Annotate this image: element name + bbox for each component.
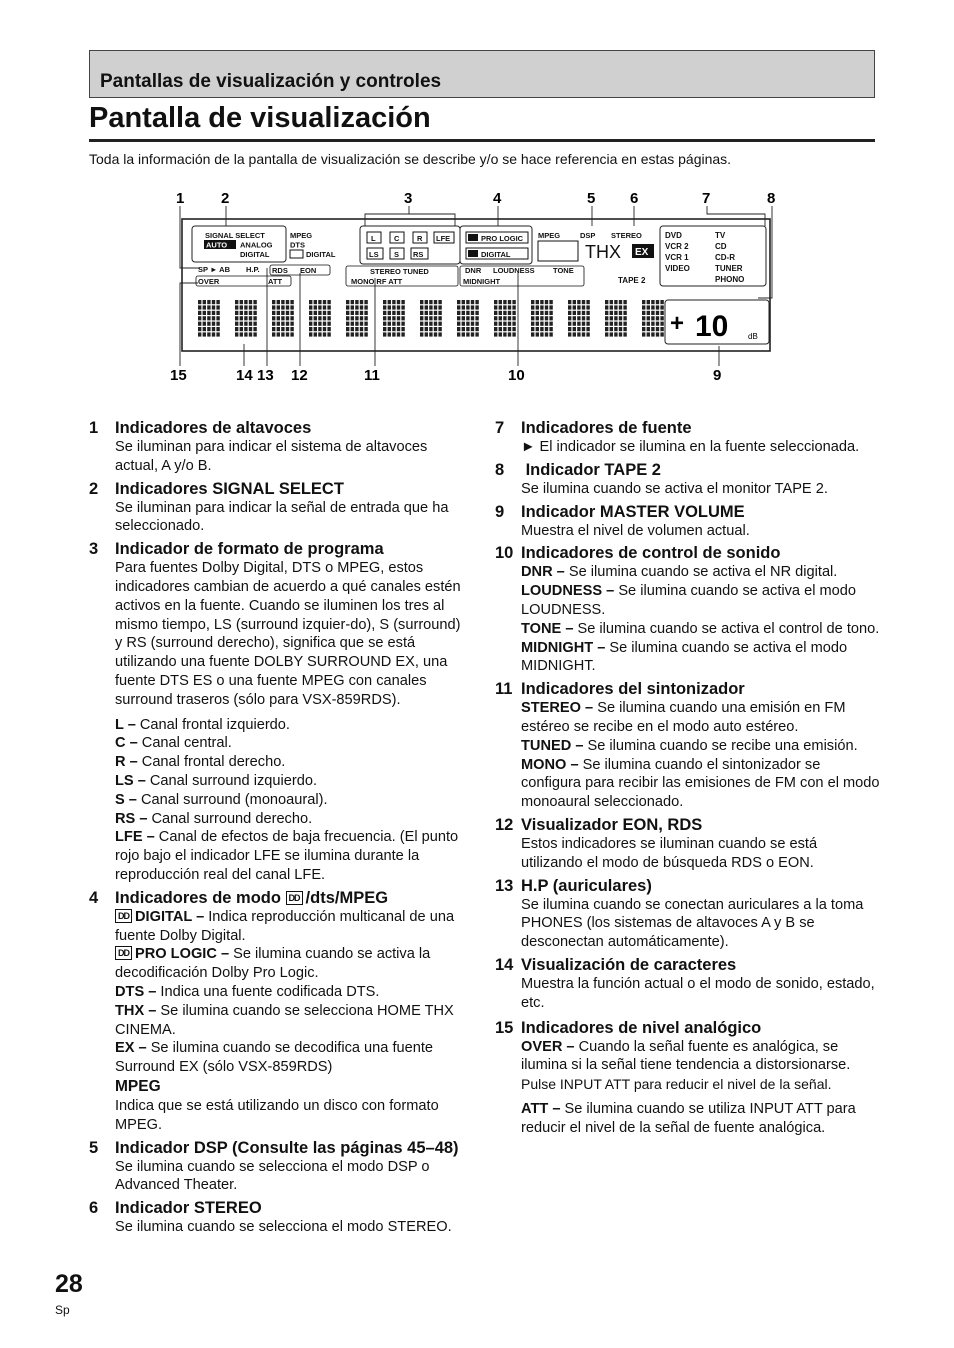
item-9 <box>495 502 880 541</box>
item-title: Indicador de formato de programa <box>115 540 384 559</box>
callout-8: 8 <box>767 190 776 207</box>
src-cdr: CD-R <box>715 253 735 262</box>
item-number: 10 <box>495 544 514 563</box>
item-body: Se ilumina cuando se selecciona el modo STEREO. <box>115 1219 452 1236</box>
item-15 <box>495 1018 880 1138</box>
ind-att: ATT <box>268 277 283 286</box>
def-text: Cuando la señal fuente es analógica, se ilumina si la señal tiene tendencia a distorsionarse. <box>521 1038 851 1074</box>
src-dvd: DVD <box>665 231 682 240</box>
item-body: Se iluminan para indicar la señal de entrada que ha seleccionado. <box>115 499 449 535</box>
def-term: DIGITAL – <box>135 908 205 925</box>
ind-thx: THX <box>585 242 621 262</box>
item-title: Indicadores de fuente <box>521 419 692 437</box>
item-title: Indicadores del sintonizador <box>521 680 745 699</box>
title-divider <box>89 139 875 142</box>
ind-mpeg: MPEG <box>290 231 313 240</box>
src-video: VIDEO <box>665 264 690 273</box>
ind-stereo-tuned: STEREO TUNED <box>370 267 429 276</box>
char-cell <box>494 300 516 337</box>
item-title: Indicadores SIGNAL SELECT <box>115 479 344 498</box>
ind-dts: DTS <box>290 240 305 250</box>
ind-hp: H.P. <box>246 265 260 274</box>
callout-6: 6 <box>630 190 639 207</box>
item-6 <box>89 1198 469 1237</box>
ind-ch-lfe: LFE <box>436 234 451 243</box>
item-number: 6 <box>89 1199 99 1218</box>
def-term: MONO – <box>521 756 579 773</box>
item-13 <box>495 876 880 952</box>
ind-sp-ab: SP ► AB <box>198 265 231 274</box>
callout-2: 2 <box>221 190 230 207</box>
src-vcr2: VCR 2 <box>665 242 689 251</box>
ind-ex: EX <box>635 247 649 258</box>
item-body: Se ilumina cuando se conectan auriculares a la toma PHONES (los sistemas de altavoces A y B se desconectan automáticamente). <box>521 896 864 951</box>
item-body: Muestra la función actual o el modo de sonido, estado, etc. <box>521 975 875 1011</box>
item-body: Se ilumina cuando se selecciona el modo DSP o Advanced Theater. <box>115 1158 430 1194</box>
def-term: MIDNIGHT – <box>521 639 606 656</box>
item-8 <box>495 460 880 499</box>
ind-digital: DIGITAL <box>240 250 270 259</box>
char-cell <box>309 300 331 337</box>
front-panel-display-diagram <box>170 186 790 386</box>
def-text: Se ilumina cuando se recibe una emisión. <box>583 737 858 754</box>
character-display <box>198 300 664 337</box>
def-text: Canal de efectos de baja frecuencia. (El punto rojo bajo el indicador LFE se ilumina durante la reproducción real del canal LFE. <box>115 829 459 883</box>
section-title: Pantallas de visualización y controles <box>100 71 442 92</box>
def-text: Se ilumina cuando se activa la decodificación Dolby Pro Logic. <box>115 946 431 982</box>
def-term: ATT – <box>521 1100 561 1117</box>
src-tuner: TUNER <box>715 264 743 273</box>
callout-12: 12 <box>291 367 308 384</box>
char-cell <box>272 300 294 337</box>
item-number: 14 <box>495 955 514 974</box>
char-cell <box>198 300 220 337</box>
ind-mpeg-2: MPEG <box>538 231 561 240</box>
item-title: Visualizador EON, RDS <box>521 815 703 834</box>
def-term: L – <box>115 716 136 733</box>
ind-dsp: DSP <box>580 231 596 240</box>
src-phono: PHONO <box>715 275 745 284</box>
item-title: Indicador TAPE 2 <box>521 460 661 479</box>
page-number: 28 <box>55 1270 83 1298</box>
ind-dd-digital-2: DIGITAL <box>481 250 511 259</box>
def-text: Se ilumina cuando se decodifica una fuente Surround EX (sólo VSX-859RDS) <box>115 1040 434 1076</box>
item-2 <box>89 479 469 537</box>
def-text: Canal surround (monoaural). <box>136 791 328 808</box>
callout-9: 9 <box>713 367 722 384</box>
item-number: 4 <box>89 888 99 907</box>
def-text: Canal surround derecho. <box>147 810 313 827</box>
item-number: 1 <box>89 419 99 437</box>
item-number: 8 <box>495 460 505 479</box>
char-cell <box>568 300 590 337</box>
def-text: Indica una fuente codificada DTS. <box>156 983 380 1000</box>
ind-tone: TONE <box>553 266 574 275</box>
def-text: Canal surround izquierdo. <box>145 772 317 789</box>
def-term: LFE – <box>115 829 155 846</box>
item-title: Indicadores de control de sonido <box>521 544 781 563</box>
ind-mono-rf-att: MONO RF ATT <box>351 277 403 286</box>
ind-analog: ANALOG <box>240 240 273 250</box>
char-cell <box>531 300 553 337</box>
ind-dd-digital: DIGITAL <box>306 250 336 259</box>
page-language: Sp <box>55 1303 70 1317</box>
item-1 <box>89 418 469 476</box>
ind-ch-r: R <box>417 234 423 243</box>
def-term: S – <box>115 791 137 808</box>
callout-15: 15 <box>170 367 187 384</box>
left-column <box>89 418 469 1240</box>
dolby-logo-icon: DD <box>286 891 303 905</box>
callout-5: 5 <box>587 190 596 207</box>
def-term: LS – <box>115 772 146 789</box>
item-title: Indicadores de modo <box>115 888 286 907</box>
volume-db: dB <box>748 332 758 341</box>
def-text: Se ilumina cuando se activa el modo LOUDNESS. <box>521 583 857 618</box>
item-12 <box>495 815 880 873</box>
ind-dnr: DNR <box>465 266 482 275</box>
item-14 <box>495 955 880 1013</box>
def-term: EX – <box>115 1040 147 1057</box>
item-title-suffix: /dts/MPEG <box>305 888 389 907</box>
item-title: Indicador MASTER VOLUME <box>521 502 745 521</box>
ind-auto: AUTO <box>206 240 228 250</box>
char-cell <box>346 300 368 337</box>
def-term: PRO LOGIC – <box>135 946 230 963</box>
char-cell <box>642 300 664 337</box>
item-number: 2 <box>89 479 99 498</box>
def-text: Canal frontal derecho. <box>137 754 286 771</box>
def-term: TUNED – <box>521 737 584 754</box>
def-text: Se ilumina cuando se activa el control de tono. <box>573 620 880 637</box>
def-term: LOUDNESS – <box>521 583 615 600</box>
item-number: 11 <box>495 680 513 699</box>
item-7 <box>495 418 880 457</box>
ind-ch-c: C <box>394 234 400 243</box>
item-body: Se ilumina cuando se activa el monitor TAPE 2. <box>521 480 828 497</box>
item-4 <box>89 888 469 1135</box>
item-number: 13 <box>495 876 514 895</box>
item-note: Pulse INPUT ATT para reducir el nivel de la señal. <box>521 1076 832 1093</box>
ind-midnight: MIDNIGHT <box>463 277 501 286</box>
ind-ch-s: S <box>394 250 400 259</box>
def-term: RS – <box>115 810 148 827</box>
sub-heading-mpeg: MPEG <box>115 1077 161 1095</box>
ind-ch-l: L <box>371 234 376 243</box>
def-text: Se ilumina cuando se utiliza INPUT ATT para reducir el nivel de la señal de fuente analógica. <box>521 1100 856 1136</box>
page-title: Pantalla de visualización <box>89 102 431 134</box>
ind-eon: EON <box>300 266 317 275</box>
callout-3: 3 <box>404 190 413 207</box>
src-cd: CD <box>715 242 727 251</box>
def-text: Se ilumina cuando una emisión en FM estéreo se recibe en el modo auto estéreo. <box>521 700 846 735</box>
callout-1: 1 <box>176 190 185 207</box>
item-10 <box>495 543 880 676</box>
item-body: Muestra el nivel de volumen actual. <box>521 522 750 539</box>
item-title: Indicador DSP (Consulte las páginas 45–48) <box>115 1138 459 1157</box>
def-text: Canal frontal izquierdo. <box>135 716 290 733</box>
char-cell <box>420 300 442 337</box>
def-text: Se ilumina cuando el sintonizador se configura para recibir las emisiones de FM con el modo monoaural seleccionado. <box>521 756 880 811</box>
def-term: OVER – <box>521 1038 575 1055</box>
def-term: DTS – <box>115 983 157 1000</box>
def-term: DNR – <box>521 564 565 581</box>
intro-text: Toda la información de la pantalla de visualización se describe y/o se hace referencia en estas páginas. <box>89 151 732 167</box>
ind-tape2: TAPE 2 <box>618 276 646 285</box>
item-number: 12 <box>495 815 514 834</box>
def-text: Canal central. <box>137 735 232 752</box>
def-term: STEREO – <box>521 700 594 717</box>
item-number: 9 <box>495 502 505 521</box>
def-text: Se ilumina cuando se selecciona HOME THX CINEMA. <box>115 1002 454 1038</box>
item-title: H.P (auriculares) <box>521 876 652 895</box>
callout-7: 7 <box>702 190 711 207</box>
ind-signal-select: SIGNAL SELECT <box>205 231 265 240</box>
volume-sign: + <box>670 310 685 337</box>
def-term: C – <box>115 735 138 752</box>
dolby-logo-icon: DD <box>115 909 132 923</box>
item-body: Se iluminan para indicar el sistema de altavoces actual, A y/o B. <box>115 439 428 474</box>
ind-loudness: LOUDNESS <box>493 266 535 275</box>
item-11 <box>495 679 880 812</box>
item-3 <box>89 539 469 885</box>
right-column <box>495 418 880 1141</box>
item-body: ► El indicador se ilumina en la fuente seleccionada. <box>521 439 860 455</box>
def-term: TONE – <box>521 620 574 637</box>
volume-value: 10 <box>695 310 729 343</box>
item-number: 7 <box>495 419 505 437</box>
char-cell <box>605 300 627 337</box>
src-vcr1: VCR 1 <box>665 253 689 262</box>
char-cell <box>383 300 405 337</box>
section-header-band <box>89 50 875 98</box>
def-text: Se ilumina cuando se activa el NR digital. <box>564 564 838 581</box>
ind-ch-ls: LS <box>369 250 379 259</box>
callout-10: 10 <box>508 367 525 384</box>
def-term: R – <box>115 754 138 771</box>
callout-13: 13 <box>257 367 274 384</box>
callout-4: 4 <box>493 190 502 207</box>
item-body: Estos indicadores se iluminan cuando se está utilizando el modo de búsqueda RDS o EON. <box>521 835 818 871</box>
item-number: 5 <box>89 1138 99 1157</box>
char-cell <box>457 300 479 337</box>
ind-pro-logic: PRO LOGIC <box>481 234 524 243</box>
item-title: Indicadores de altavoces <box>115 419 312 437</box>
item-5 <box>89 1138 469 1196</box>
callout-14: 14 <box>236 367 253 384</box>
item-body: Indica que se está utilizando un disco con formato MPEG. <box>115 1097 439 1133</box>
ind-over: OVER <box>198 277 220 286</box>
ind-ch-rs: RS <box>413 250 424 259</box>
ind-rds: RDS <box>272 266 288 275</box>
char-cell <box>235 300 257 337</box>
dolby-logo-icon: DD <box>115 946 132 960</box>
item-title: Visualización de caracteres <box>521 955 737 974</box>
item-number: 15 <box>495 1018 514 1037</box>
ind-stereo: STEREO <box>611 231 642 240</box>
def-text: Indica reproducción multicanal de una fuente Dolby Digital. <box>115 908 455 944</box>
item-body: Para fuentes Dolby Digital, DTS o MPEG, estos indicadores cambian de acuerdo a qué canales estén activos en la fuente. Cuando se iluminen los tres al mismo tiempo, LS (surround izquier-do), S (surround) y RS (surround derecho), significa que se está utilizando una fuente DOLBY SURROUND EX, una fuente DTS ES o una fuente MPEG con canales surround traseros (sólo para VSX-859RDS). <box>115 560 461 708</box>
src-tv: TV <box>715 231 726 240</box>
item-title: Indicadores de nivel analógico <box>521 1018 762 1037</box>
callout-11: 11 <box>364 367 380 384</box>
item-number: 3 <box>89 540 99 559</box>
def-text: Se ilumina cuando se activa el modo MIDNIGHT. <box>521 639 848 675</box>
item-title: Indicador STEREO <box>115 1199 262 1218</box>
def-term: THX – <box>115 1002 157 1019</box>
